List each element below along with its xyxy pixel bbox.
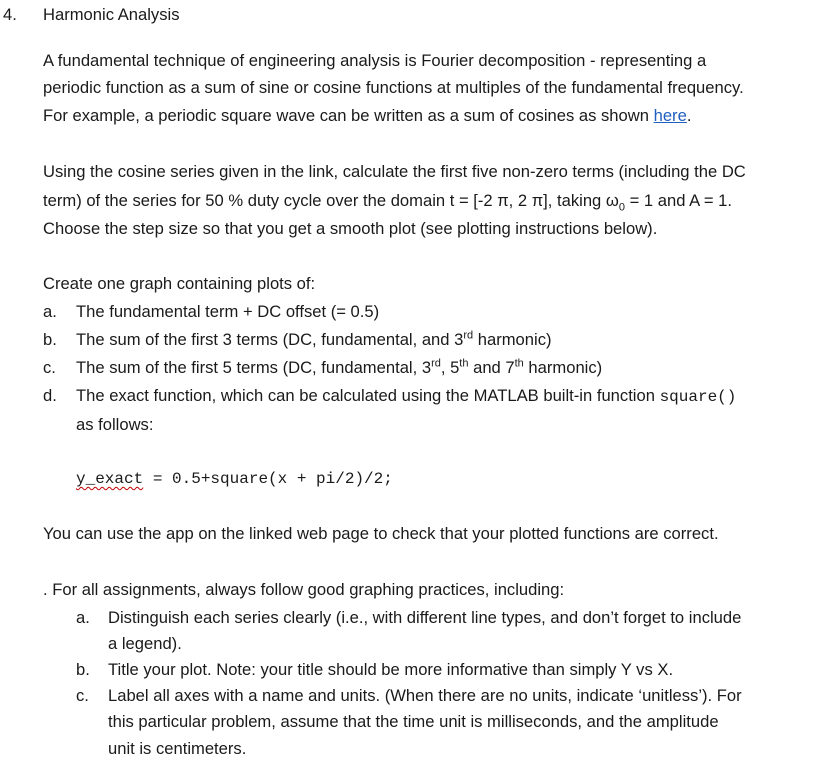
graph-item-d-pre: The exact function, which can be calculated using the MATLAB built-in function <box>76 386 660 405</box>
task-line-3: Choose the step size so that you get a smooth plot (see plotting instructions below). <box>43 219 658 238</box>
code-expression: = 0.5+square(x + pi/2)/2; <box>143 470 393 488</box>
graph-item-b-sup: rd <box>463 329 474 342</box>
graph-item-d-text <box>76 386 736 407</box>
graph-item-b-post: harmonic) <box>473 330 552 349</box>
graph-item-b-pre: The sum of the first 3 terms (DC, fundamental, and 3 <box>76 330 464 349</box>
graph-item-c-pre: The sum of the first 5 terms (DC, fundamental, 3 <box>76 358 432 377</box>
section-title: Harmonic Analysis <box>43 5 180 24</box>
practice-c-marker: c. <box>76 686 89 705</box>
practices-intro: . For all assignments, always follow good graphing practices, including: <box>43 580 565 599</box>
task-line-2 <box>43 191 733 214</box>
task-line-2-text: term) of the series for 50 % duty cycle over the domain t = [-2 π, 2 π], taking ω <box>43 191 619 210</box>
intro-line-3-end: . <box>686 106 692 125</box>
graph-item-d-marker: d. <box>43 386 57 405</box>
graph-item-c-post: harmonic) <box>523 358 603 377</box>
graph-intro: Create one graph containing plots of: <box>43 274 316 293</box>
graph-item-c-mid-1: , 5 <box>440 358 460 377</box>
practice-a-line-1: Distinguish each series clearly (i.e., with different line types, and don’t forget to include <box>108 608 742 627</box>
graph-item-b-marker: b. <box>43 330 57 349</box>
graph-item-a-text: The fundamental term + DC offset (= 0.5) <box>76 302 380 321</box>
practice-c-line-3: unit is centimeters. <box>108 739 247 758</box>
graph-item-c-text <box>76 358 602 378</box>
practice-c-line-1: Label all axes with a name and units. (When there are no units, indicate ‘unitless’). For <box>108 686 742 705</box>
graph-item-c-mid-2: and 7 <box>468 358 515 377</box>
intro-line-3 <box>43 106 691 126</box>
task-line-2-end: = 1 and A = 1. <box>624 191 733 210</box>
graph-item-d-line-2: as follows: <box>76 415 154 434</box>
practice-a-line-2: a legend). <box>108 634 182 653</box>
practice-b-marker: b. <box>76 660 90 679</box>
omega-subscript: 0 <box>618 201 625 214</box>
practice-b-line-1: Title your plot. Note: your title should be more informative than simply Y vs X. <box>108 660 674 679</box>
check-text: You can use the app on the linked web page to check that your plotted functions are correct. <box>43 524 719 543</box>
section-number: 4. <box>3 5 17 24</box>
graph-item-c-sup-1: rd <box>431 357 441 370</box>
graph-item-c-sup-2: th <box>459 357 469 370</box>
intro-line-3-text: For example, a periodic square wave can be written as a sum of cosines as shown <box>43 106 654 125</box>
practice-c-line-2: this particular problem, assume that the time unit is milliseconds, and the amplitude <box>108 712 719 731</box>
intro-line-1: A fundamental technique of engineering analysis is Fourier decomposition - representing a <box>43 51 707 70</box>
code-line <box>76 469 393 489</box>
here-link[interactable]: here <box>653 106 687 125</box>
practice-a-marker: a. <box>76 608 90 627</box>
graph-item-b-text <box>76 330 552 350</box>
intro-line-2: periodic function as a sum of sine or cosine functions at multiples of the fundamental frequency. <box>43 78 744 97</box>
graph-item-c-marker: c. <box>43 358 56 377</box>
graph-item-c-sup-3: th <box>514 357 524 370</box>
code-variable: y_exact <box>76 470 144 488</box>
square-function-code: square() <box>659 388 737 406</box>
graph-item-a-marker: a. <box>43 302 57 321</box>
task-line-1: Using the cosine series given in the link, calculate the first five non-zero terms (including the DC <box>43 162 746 181</box>
